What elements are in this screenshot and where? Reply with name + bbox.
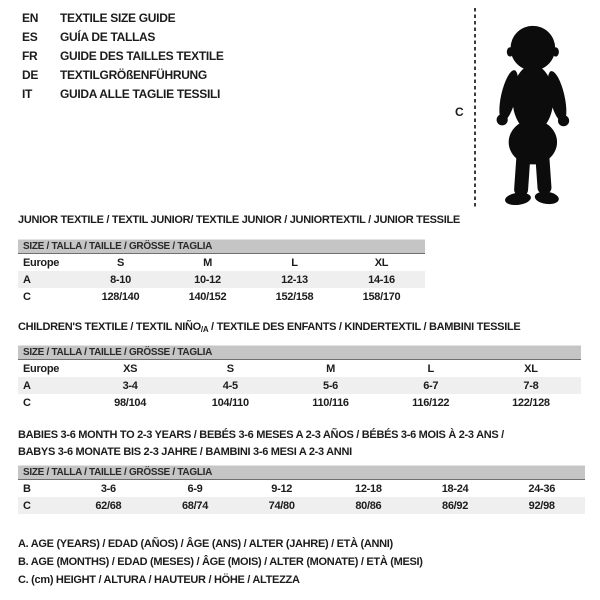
junior-size-table	[18, 239, 425, 305]
row-label: C	[23, 396, 31, 409]
row-label: A	[23, 273, 31, 286]
table-cell: 62/68	[95, 499, 122, 512]
table-row	[18, 271, 425, 288]
babies-section-heading	[18, 427, 504, 461]
row-label: B	[23, 482, 31, 495]
table-row	[18, 360, 581, 377]
language-label: TEXTILGRÖßENFÜHRUNG	[60, 67, 207, 82]
language-list	[22, 8, 224, 103]
measure-label-c: C	[455, 105, 464, 119]
legend-line-c: C. (cm) HEIGHT / ALTURA / HAUTEUR / HÖHE / ALTEZZA	[18, 574, 300, 586]
table-cell: 12-13	[281, 273, 308, 286]
table-cell: XS	[123, 362, 138, 375]
table-cell: 104/110	[211, 396, 249, 409]
language-label: TEXTILE SIZE GUIDE	[60, 10, 176, 25]
language-label: GUIDE DES TAILLES TEXTILE	[60, 48, 224, 63]
junior-section-heading: JUNIOR TEXTILE / TEXTIL JUNIOR/ TEXTILE JUNIOR / JUNIORTEXTIL / JUNIOR TESSILE	[18, 214, 460, 226]
language-code: IT	[22, 86, 33, 101]
table-cell: 6-7	[423, 379, 439, 392]
table-cell: 14-16	[368, 273, 395, 286]
babies-heading-line1: BABIES 3-6 MONTH TO 2-3 YEARS / BEBÉS 3-6 MESES A 2-3 AÑOS / BÉBÉS 3-6 MOIS À 2-3 ANS /	[18, 429, 504, 441]
table-cell: 18-24	[441, 482, 469, 495]
table-row	[18, 288, 425, 305]
language-row	[22, 27, 224, 46]
language-label: GUÍA DE TALLAS	[60, 29, 156, 44]
table-cell: 12-18	[355, 482, 382, 495]
table-cell: M	[203, 256, 212, 269]
size-header-bar: SIZE / TALLA / TAILLE / GRÖSSE / TAGLIA	[18, 239, 425, 254]
table-cell: 116/122	[412, 396, 450, 409]
language-code: FR	[22, 48, 38, 63]
legend-line-a: A. AGE (YEARS) / EDAD (AÑOS) / ÂGE (ANS) / ALTER (JAHRE) / ETÀ (ANNI)	[18, 538, 393, 550]
table-row	[18, 377, 581, 394]
children-section-heading	[18, 321, 520, 334]
table-cell: 92/98	[528, 499, 555, 512]
babies-size-table	[18, 465, 585, 514]
table-cell: 5-6	[323, 379, 338, 392]
language-row	[22, 8, 224, 27]
size-header-bar: SIZE / TALLA / TAILLE / GRÖSSE / TAGLIA	[18, 345, 581, 360]
table-cell: L	[427, 362, 434, 375]
table-cell: 10-12	[194, 273, 221, 286]
table-cell: 152/158	[275, 290, 314, 303]
height-measure-dashed-line	[474, 8, 476, 208]
row-label: Europe	[23, 256, 60, 269]
language-label: GUIDA ALLE TAGLIE TESSILI	[60, 86, 221, 101]
table-cell: 8-10	[110, 273, 131, 286]
table-cell: 128/140	[101, 290, 140, 303]
table-cell: 3-4	[122, 379, 138, 392]
table-cell: 6-9	[187, 482, 203, 495]
table-cell: M	[326, 362, 335, 375]
table-row	[18, 394, 581, 411]
row-label: A	[23, 379, 31, 392]
row-label: C	[23, 290, 31, 303]
table-row	[18, 480, 585, 497]
measurement-legend	[18, 535, 423, 589]
table-cell: 110/116	[312, 396, 349, 409]
language-code: ES	[22, 29, 38, 44]
legend-line-b: B. AGE (MONTHS) / EDAD (MESES) / ÂGE (MOIS) / ALTER (MONATE) / ETÀ (MESI)	[18, 556, 423, 568]
table-cell: XL	[524, 362, 538, 375]
language-row	[22, 84, 224, 103]
babies-heading-line2: BABYS 3-6 MONATE BIS 2-3 JAHRE / BAMBINI 3-6 MESI A 2-3 ANNI	[18, 446, 352, 458]
table-cell: 98/104	[114, 396, 147, 409]
table-cell: 86/92	[442, 499, 469, 512]
row-label: C	[23, 499, 31, 512]
children-heading-subscript: /A	[200, 325, 209, 334]
baby-silhouette-image	[483, 24, 579, 210]
language-code: DE	[22, 67, 39, 82]
table-cell: 80/86	[355, 499, 382, 512]
language-code: EN	[22, 10, 39, 25]
size-header-bar: SIZE / TALLA / TAILLE / GRÖSSE / TAGLIA	[18, 465, 585, 480]
table-cell: 74/80	[268, 499, 295, 512]
table-cell: L	[291, 256, 298, 269]
children-heading-main: CHILDREN'S TEXTILE / TEXTIL NIÑO	[18, 321, 201, 333]
table-cell: 9-12	[271, 482, 293, 495]
row-label: Europe	[23, 362, 60, 375]
children-size-table	[18, 345, 581, 411]
table-cell: 140/152	[188, 290, 227, 303]
table-row	[18, 497, 585, 514]
language-row	[22, 46, 224, 65]
children-heading-rest: / TEXTILE DES ENFANTS / KINDERTEXTIL / BAMBINI TESSILE	[208, 321, 521, 333]
table-cell: 4-5	[222, 379, 238, 392]
table-cell: S	[226, 362, 234, 375]
table-cell: 68/74	[181, 499, 209, 512]
table-cell: 3-6	[100, 482, 116, 495]
language-row	[22, 65, 224, 84]
table-cell: 122/128	[512, 396, 550, 409]
table-cell: S	[116, 256, 125, 269]
table-cell: 7-8	[523, 379, 539, 392]
table-row	[18, 254, 425, 271]
table-cell: 24-36	[528, 482, 556, 495]
table-cell: XL	[374, 256, 389, 269]
table-cell: 158/170	[362, 290, 401, 303]
